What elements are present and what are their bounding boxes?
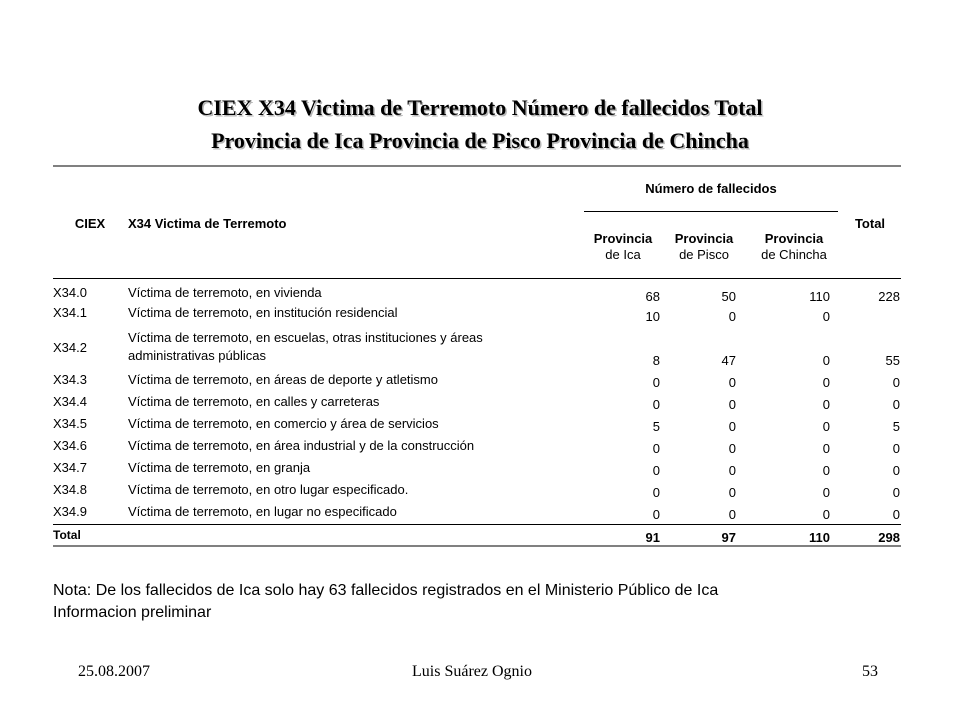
row-total: 0	[892, 463, 900, 478]
row-chincha: 0	[822, 309, 830, 324]
row-description: Víctima de terremoto, en granja	[128, 460, 311, 475]
col-header-prov-chincha	[748, 231, 840, 263]
group-underline	[584, 211, 838, 212]
row-pisco: 0	[728, 309, 736, 324]
col-header-total: Total	[854, 216, 886, 231]
row-code: X34.9	[53, 504, 87, 519]
row-ica: 8	[652, 353, 660, 368]
col-header-group-fallecidos: Número de fallecidos	[645, 181, 777, 196]
row-pisco: 50	[721, 289, 736, 304]
row-code: X34.4	[53, 394, 87, 409]
row-chincha: 0	[822, 353, 830, 368]
row-total: 0	[892, 485, 900, 500]
total-chincha: 110	[809, 530, 830, 545]
total-pisco: 97	[721, 530, 736, 545]
col-header-prov-ica-line-2: de Ica	[605, 247, 641, 262]
table-top-rule	[53, 165, 901, 167]
col-header-prov-chincha-line-2: de Chincha	[761, 247, 827, 262]
footnote-line-1: Nota: De los fallecidos de Ica solo hay 63 fallecidos registrados en el Ministerio Público de Ica	[53, 582, 719, 599]
row-pisco: 0	[728, 375, 736, 390]
row-description: Víctima de terremoto, en área industrial y de la construcción	[128, 438, 475, 453]
row-ica: 5	[652, 419, 660, 434]
footer-date: 25.08.2007	[78, 663, 150, 680]
total-top-rule	[53, 524, 901, 525]
row-pisco: 0	[728, 397, 736, 412]
row-description: Víctima de terremoto, en calles y carreteras	[128, 394, 380, 409]
row-chincha: 0	[822, 463, 830, 478]
row-ica: 0	[652, 441, 660, 456]
row-ica: 68	[645, 289, 660, 304]
footnote	[53, 580, 718, 624]
row-ica: 0	[652, 375, 660, 390]
row-description: Víctima de terremoto, en lugar no especificado	[128, 504, 397, 519]
row-code: X34.1	[53, 305, 87, 320]
footer-author: Luis Suárez Ognio	[412, 663, 532, 680]
col-header-prov-pisco-line-1: Provincia	[674, 231, 734, 246]
footer-page-number: 53	[862, 663, 878, 680]
row-code: X34.8	[53, 482, 87, 497]
col-header-prov-pisco	[666, 231, 742, 263]
col-header-ciex: CIEX	[74, 216, 106, 231]
col-header-prov-chincha-line-1: Provincia	[764, 231, 824, 246]
total-total: 298	[878, 530, 900, 545]
row-description: Víctima de terremoto, en vivienda	[128, 285, 322, 300]
total-ica: 91	[645, 530, 660, 545]
row-description-line-2: administrativas públicas	[128, 348, 267, 363]
row-total: 0	[892, 397, 900, 412]
row-code: X34.2	[53, 340, 87, 355]
row-pisco: 0	[728, 485, 736, 500]
row-total: 5	[892, 419, 900, 434]
row-code: X34.0	[53, 285, 87, 300]
col-header-victima: X34 Victima de Terremoto	[128, 216, 287, 231]
row-chincha: 0	[822, 441, 830, 456]
row-chincha: 0	[822, 419, 830, 434]
row-ica: 0	[652, 397, 660, 412]
row-description: Víctima de terremoto, en escuelas, otras instituciones y áreas	[128, 330, 483, 345]
row-total: 0	[892, 507, 900, 522]
row-total: 0	[892, 375, 900, 390]
col-header-prov-pisco-line-2: de Pisco	[679, 247, 729, 262]
row-chincha: 0	[822, 397, 830, 412]
col-header-prov-ica	[585, 231, 661, 263]
row-pisco: 0	[728, 419, 736, 434]
row-description: Víctima de terremoto, en áreas de deporte y atletismo	[128, 372, 438, 387]
table-bottom-rule	[53, 545, 901, 547]
row-code: X34.3	[53, 372, 87, 387]
row-description: Víctima de terremoto, en comercio y área de servicios	[128, 416, 439, 431]
row-total: 0	[892, 441, 900, 456]
row-total: 228	[878, 289, 900, 304]
row-pisco: 0	[728, 441, 736, 456]
row-code: X34.7	[53, 460, 87, 475]
slide-title-line-2: Provincia de Ica Provincia de Pisco Provincia de Chincha	[211, 128, 749, 153]
row-total: 55	[885, 353, 900, 368]
header-bottom-rule	[53, 278, 901, 279]
footnote-line-2: Informacion preliminar	[53, 604, 212, 621]
row-chincha: 0	[822, 375, 830, 390]
row-description: Víctima de terremoto, en institución residencial	[128, 305, 398, 320]
row-chincha: 110	[809, 289, 830, 304]
row-chincha: 0	[822, 485, 830, 500]
row-pisco: 0	[728, 463, 736, 478]
row-description: Víctima de terremoto, en otro lugar especificado.	[128, 482, 409, 497]
col-header-prov-ica-line-1: Provincia	[593, 231, 653, 246]
row-code: X34.5	[53, 416, 87, 431]
row-chincha: 0	[822, 507, 830, 522]
slide-title-line-1: CIEX X34 Victima de Terremoto Número de fallecidos Total	[197, 95, 763, 120]
row-ica: 0	[652, 485, 660, 500]
total-label: Total	[53, 528, 81, 542]
row-ica: 0	[652, 507, 660, 522]
row-ica: 0	[652, 463, 660, 478]
row-pisco: 47	[721, 353, 736, 368]
row-ica: 10	[645, 309, 660, 324]
row-code: X34.6	[53, 438, 87, 453]
row-pisco: 0	[728, 507, 736, 522]
